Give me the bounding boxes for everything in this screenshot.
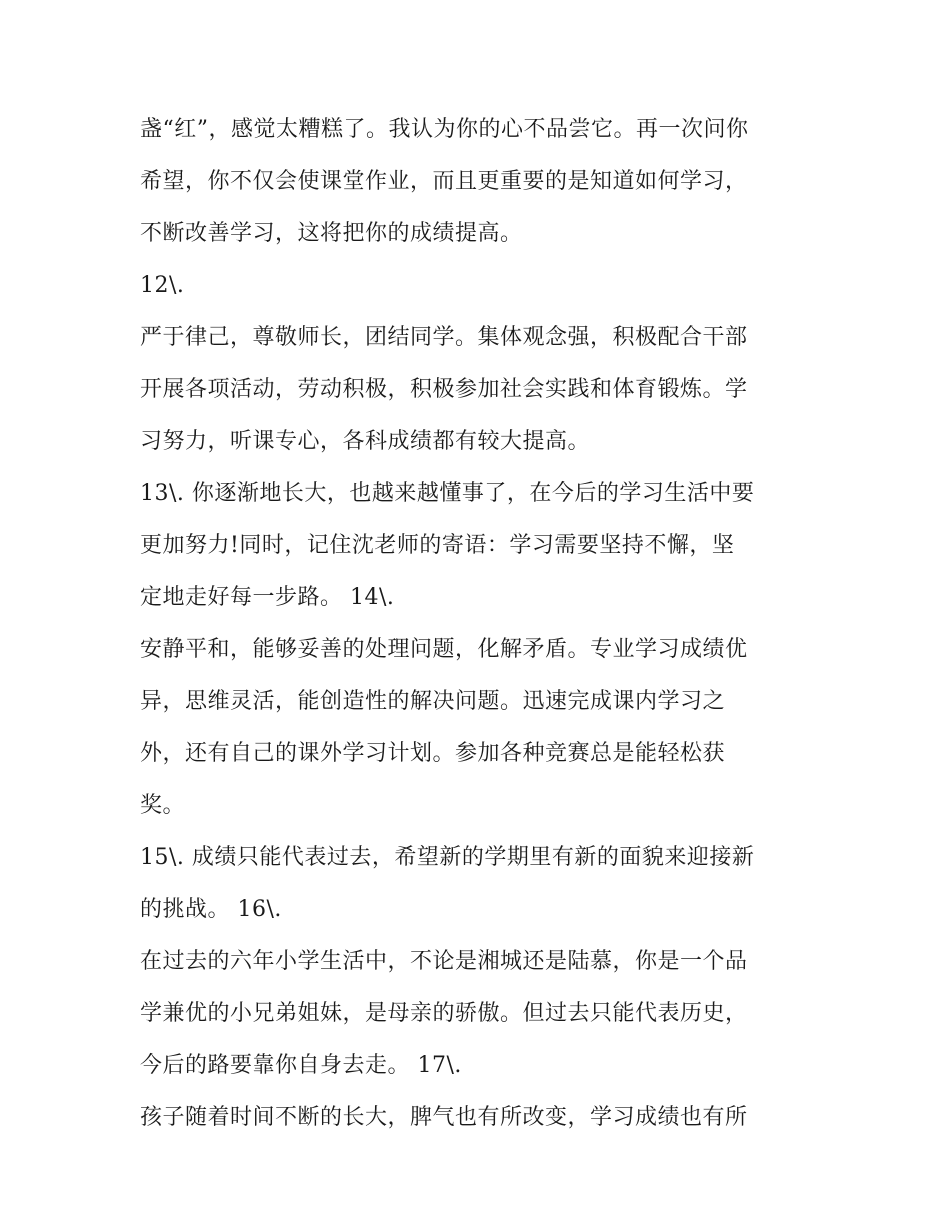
text-line: 学兼优的小兄弟姐妹，是母亲的骄傲。但过去只能代表历史，	[140, 1001, 748, 1026]
text-line: 15\. 成绩只能代表过去，希望新的学期里有新的面貌来迎接新	[140, 845, 755, 870]
text-line: 定地走好每一步路。 14\.	[140, 585, 395, 610]
text-line: 今后的路要靠你自身去走。 17\.	[140, 1053, 462, 1078]
text-line: 习努力，听课专心，各科成绩都有较大提高。	[140, 429, 591, 454]
text-line: 12\.	[140, 273, 185, 298]
text-line: 异，思维灵活，能创造性的解决问题。迅速完成课内学习之	[140, 689, 726, 714]
text-line: 奖。	[140, 793, 186, 818]
text-line: 不断改善学习，这将把你的成绩提高。	[140, 221, 523, 246]
text-line: 孩子随着时间不断的长大，脾气也有所改变，学习成绩也有所	[140, 1105, 748, 1130]
text-line: 安静平和，能够妥善的处理问题，化解矛盾。专业学习成绩优	[140, 637, 748, 662]
text-line: 严于律己，尊敬师长，团结同学。集体观念强，积极配合干部	[140, 325, 748, 350]
text-line: 13\. 你逐渐地长大，也越来越懂事了，在今后的学习生活中要	[140, 481, 755, 506]
text-line: 外，还有自己的课外学习计划。参加各种竞赛总是能轻松获	[140, 741, 726, 766]
text-line: 希望，你不仅会使课堂作业，而且更重要的是知道如何学习，	[140, 169, 748, 194]
text-line: 在过去的六年小学生活中，不论是湘城还是陆慕，你是一个品	[140, 949, 748, 974]
text-line: 的挑战。 16\.	[140, 897, 282, 922]
document-body	[140, 104, 820, 1144]
text-line: 盏“红”，感觉太糟糕了。我认为你的心不品尝它。再一次问你	[140, 117, 749, 142]
text-line: 开展各项活动，劳动积极，积极参加社会实践和体育锻炼。学	[140, 377, 748, 402]
text-line: 更加努力!同时，记住沈老师的寄语：学习需要坚持不懈，坚	[140, 533, 735, 558]
